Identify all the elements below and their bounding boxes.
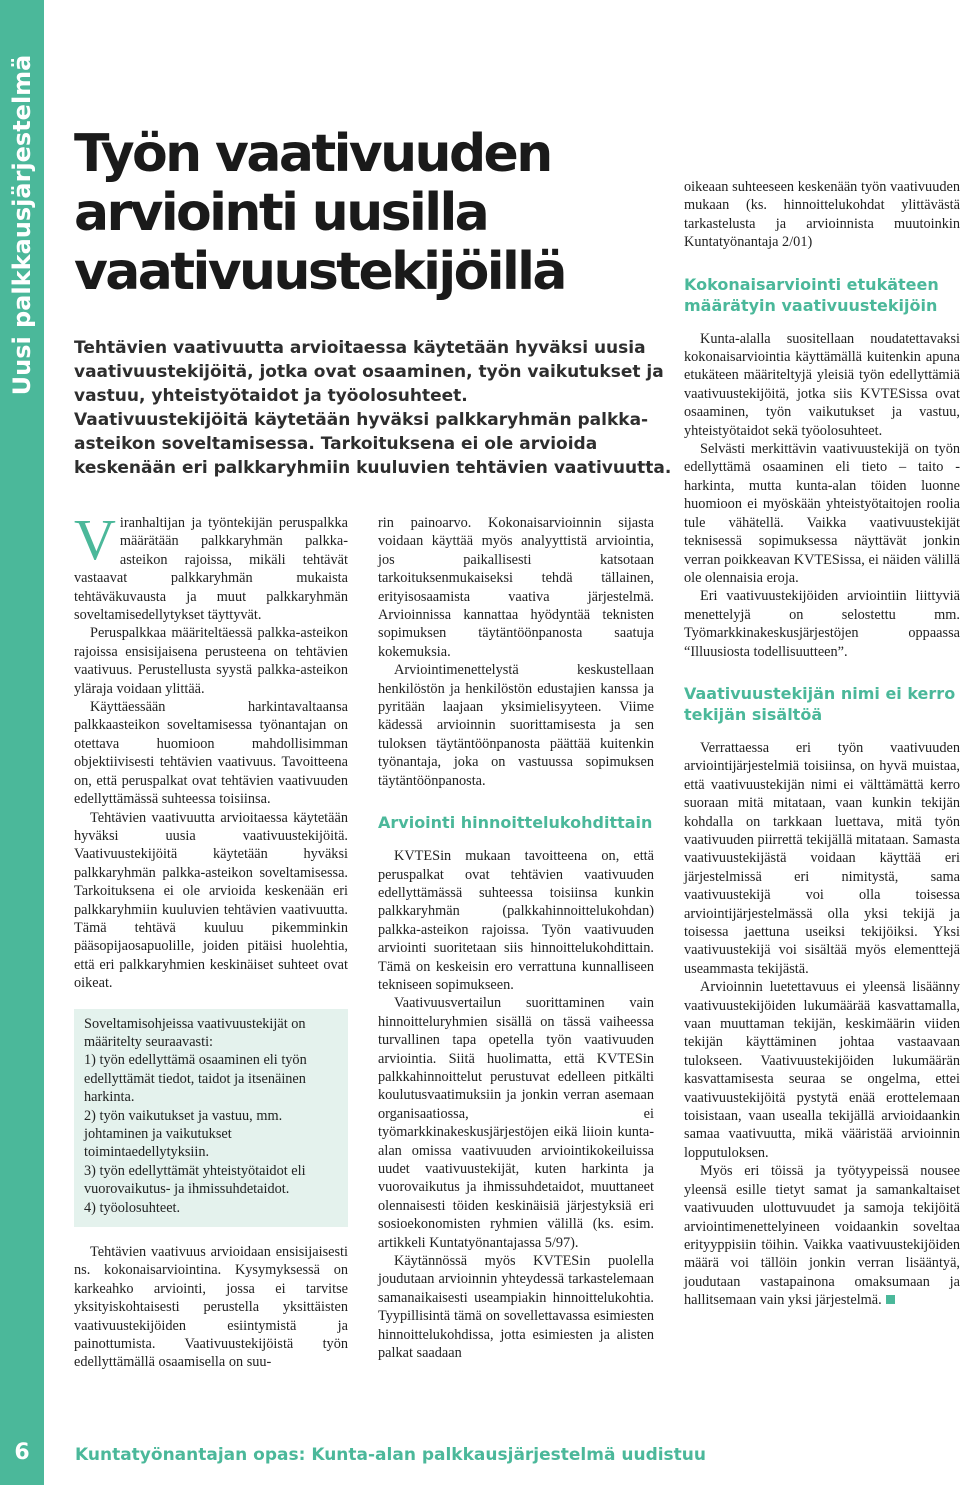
body-paragraph: [74, 507, 348, 624]
body-paragraph: [684, 1162, 960, 1309]
box-item: 4) työolosuhteet.: [84, 1199, 181, 1216]
body-paragraph: Käytännössä myös KVTESin puolella joudutaan arvioinnin yhteydessä tarkastelemaan samanaikaisesti useampiakin hinnoittelukohtia. Tyypillisintä tämä on sovellettavassa esimiesten hinnoittelukohdissa, jotta esimiesten ja alisten palkat saadaan: [378, 1253, 654, 1362]
body-paragraph: oikeaan suhteeseen keskenään työn vaativuuden mukaan (ks. hinnoittelukohdat ylittävästä tarkastelusta ja arvioinnista muutoinkin Kuntatyönantaja 2/01): [684, 179, 960, 251]
lede-line: asteikon soveltamisessa. Tarkoituksena ei ole arvioida: [74, 434, 598, 454]
end-mark-icon: [886, 1295, 895, 1304]
body-paragraph: Tehtävien vaativuus arvioidaan ensisijaisesti ns. kokonaisarviointina. Kysymyksessä on karkeahko arviointi, jossa ei tarvitse yksityiskohtaisesti perustella yksittäisten vaativuustekijöiden esiintymistä ja painottumista. Vaativuustekijöistä työn edellyttämällä osaamisella on suu-: [74, 1244, 348, 1371]
article-title: Työn vaativuuden arviointi uusilla vaativuustekijöillä: [74, 124, 565, 302]
body-paragraph: Käyttäessään harkintavaltaansa palkkaasteikon soveltamisessa työnantajan on otettava huomioon mahdollisimman objektiivisesti tehtävien vaativuus. Tavoitteena on, että peruspalkat ovat tehtävien vaativuuden edellyttämässä suhteessa toisiinsa.: [74, 699, 348, 808]
paragraph-text: Myös eri töissä ja työtyypeissä nousee yleensä esille tietyt samat ja samankaltaiset vaativuuden ulottuvuudet ja samoja tekijöitä arviointimenettelyineen voidaankin soveltaa erityyppisiin töihin. Vaikka vaativuustekijöiden määrä voi tällöin jonkin verran lisääntyä, joudutaan vastapainona omaksumaan ja hallitsemaan vain yksi järjestelmä.: [684, 1163, 960, 1309]
body-paragraph: Kunta-alalla suositellaan noudatettavaksi kokonaisarviointia käyttämällä kuitenkin apuna etukäteen määriteltyjä yleisiä työn edellyttämiä vaativuustekijöitä, jotka siis KVTESissa ovat osaaminen, työn vaikutukset ja vastuu, yhteistyötaidot sekä työolosuhteet.: [684, 330, 960, 439]
drop-cap: V: [74, 507, 116, 572]
lede-line: keskenään eri palkkaryhmiin kuuluvien tehtävien vaativuutta.: [74, 458, 672, 478]
article-lede: [74, 336, 672, 480]
body-paragraph: Selvästi merkittävin vaativuustekijä on työn edellyttämä osaaminen eli tieto – taito - harkinta, mutta kunta-alan töiden luonne huomioon ei myöskään yhteistyötaitojen roolia tule vähätellä. Vaikka vaativuustekijät teknisessä sopimuksessa näyttävät jonkin verran poikkeavan KVTESissa, ei näiden välillä ole olennaisia eroja.: [684, 441, 960, 586]
body-paragraph: rin painoarvo. Kokonaisarvioinnin sijasta voidaan käyttää myös analyyttistä arviointia, jos paikallisesti katsotaan tarkoituksenmukaiseksi tehdä tällainen, erityisosaamista vaativa järjestelmä. Arvioinnissa kannattaa hyödyntää teknisten sopimuksen täytäntöönpanosta saatuja kokemuksia.: [378, 515, 654, 660]
section-heading: Kokonaisarviointi etukäteen määrätyin vaativuustekijöin: [684, 274, 939, 315]
box-item: 3) työn edellyttämät yhteistyötaidot eli vuorovaikutus- ja ihmissuhdetaidot.: [84, 1162, 306, 1198]
body-paragraph: Arviointimenettelystä keskustellaan henkilöstön ja henkilöstön edustajien kanssa ja pyritään laajaan yksimielisyyteen. Viime kädessä arvioinnin suorittamisesta ja sen tuloksen täytäntöönpanosta päättää kuitenkin työnantaja, joka on vastuussa sopimuksen täytäntöönpanosta.: [378, 662, 654, 789]
footer-text: Kuntatyönantajan opas: Kunta-alan palkkausjärjestelmä uudistuu: [75, 1445, 707, 1465]
page-number: 6: [14, 1440, 30, 1465]
body-paragraph: Eri vaativuustekijöiden arviointiin liittyviä menettelyjä on selostettu mm. Työmarkkinakeskusjärjestöjen oppaassa “Illuusiosta todellisuutteen”.: [684, 588, 960, 660]
box-list: [84, 1051, 338, 1217]
body-paragraph: Peruspalkkaa määriteltäessä palkka-asteikon rajoissa ensisijaisena perusteena on tehtävien vaativuus. Perustellusta syystä palkka-asteikon yläraja voidaan ylittää.: [74, 625, 348, 697]
text-column-1: [74, 507, 348, 1372]
body-paragraph: Vaativuusvertailun suorittaminen vain hinnoitteluryhmien sisällä on tässä vaiheessa turvallinen tapa opetella työn vaativuuden arviointia. Siitä huolimatta, että KVTESin palkkahinnoittelut perustuvat edelleen pitkälti koulutusvaatimuksiin ja jonkin verran asemaan organisaatiossa, ei työmarkkinakeskusjärjestöjen eikä liioin kunta-alan omissa vaativuuden arviointikokeiluissa uudet vaativuustekijät, kuten harkinta ja vuorovaikutus ja ihmissuhdetaidot, muuttaneet olennaisesti töiden keskinäisiä järjestyksiä eri sosioekonomisten ryhmien välillä (ks. esim. artikkeli Kuntatyönantajassa 5/97).: [378, 995, 654, 1251]
text-column-3: [684, 178, 960, 1310]
body-paragraph: Verrattaessa eri työn vaativuuden arviointijärjestelmiä toisiinsa, on hyvä muistaa, että vaativuustekijän nimi ei välttämättä kerro suoraan mitä mitataan, vaan kunkin tekijän kohdalla on tarkkaan luettava, mitä työn vaativuuden piirrettä tekijällä mitataan. Samasta vaativuustekijästä voidaan käyttää eri järjestelmissä eri nimitystä, sama vaativuustekijä voi olla toisessa arviointijärjestelmässä olla yksi tekijä ja toisessa jaettuna useiksi tekijöiksi. Yksi vaativuustekijä voi sisältää myös elementtejä useammasta tekijästä.: [684, 739, 960, 977]
definition-box: [74, 1009, 348, 1227]
text-column-2: [378, 514, 654, 1362]
section-sidebar: [0, 0, 44, 1485]
lede-line: vastuu, yhteistyötaidot ja työolosuhteet.: [74, 386, 468, 406]
lede-line: Tehtävien vaativuutta arvioitaessa käytetään hyväksi uusia: [74, 338, 646, 358]
box-item: 1) työn edellyttämä osaaminen eli työn edellyttämät tiedot, taidot ja itsenäinen harkinta.: [84, 1052, 307, 1106]
paragraph-text: iranhaltijan ja työntekijän peruspalkka määrätään palkkaryhmän palkka-asteikon rajoissa, mikäli tehtävät vastaavat palkkaryhmän mukaista tehtäväkuvausta ja muut palkkaryhmän soveltamisedellytykset täyttyvät.: [74, 515, 348, 624]
box-intro: Soveltamisohjeissa vaativuustekijät on määritelty seuraavasti:: [84, 1015, 306, 1050]
section-heading: Vaativuustekijän nimi ei kerro tekijän sisältöä: [684, 683, 956, 724]
box-item: 2) työn vaikutukset ja vastuu, mm. johtaminen ja vaikutukset toimintaedellytyksiin.: [84, 1107, 283, 1161]
lede-line: vaativuustekijöitä, jotka ovat osaaminen, työn vaikutukset ja: [74, 362, 664, 382]
section-heading: Arviointi hinnoittelukohdittain: [378, 813, 653, 833]
body-paragraph: KVTESin mukaan tavoitteena on, että peruspalkat ovat tehtävien vaativuuden edellyttämässä suhteessa toisiinsa kunkin palkkaryhmän (palkkahinnoittelukohdan) palkka-asteikon rajoissa. Työn vaativuuden arviointi suoritetaan siis hinnoittelukohdittain. Tämä on keskeisin ero verrattuna kunnalliseen tekniseen sopimukseen.: [378, 848, 654, 993]
body-paragraph: Arvioinnin luetettavuus ei yleensä lisäänny vaativuustekijöiden lukumäärää kasvattamalla, vaan muuttaman tekijän, keskimäärin viiden tekijän käyttäminen johtaa vastaavaan tulokseen. Vaativuustekijöiden lukumäärän kasvattamisesta seuraa se ongelma, ettei vaativuustekijöitä pystytä enää erottelemaan toisistaan, vaan usealla tekijällä arvioidaankin samaa vaativuutta, mikä vääristää arvioinnin lopputuloksen.: [684, 979, 960, 1161]
body-paragraph: Tehtävien vaativuutta arvioitaessa käytetään hyväksi uusia vaativuustekijöitä. Vaativuustekijöitä käytetään hyväksi palkkaryhmän palkka-asteikon soveltamisessa. Tarkoituksena ei ole arvioida keskenään eri palkkaryhmiin kuuluvien tehtävien vaativuutta. Tämä tehtävä kuuluu pikemminkin pääsopijaosapuolille, joiden pitäisi huolehtia, että eri palkkaryhmien keskinäiset suhteet ovat oikeat.: [74, 809, 348, 992]
section-title-vertical: Uusi palkkausjärjestelmä: [8, 54, 36, 396]
lede-line: Vaativuustekijöitä käytetään hyväksi palkkaryhmän palkka-: [74, 410, 649, 430]
